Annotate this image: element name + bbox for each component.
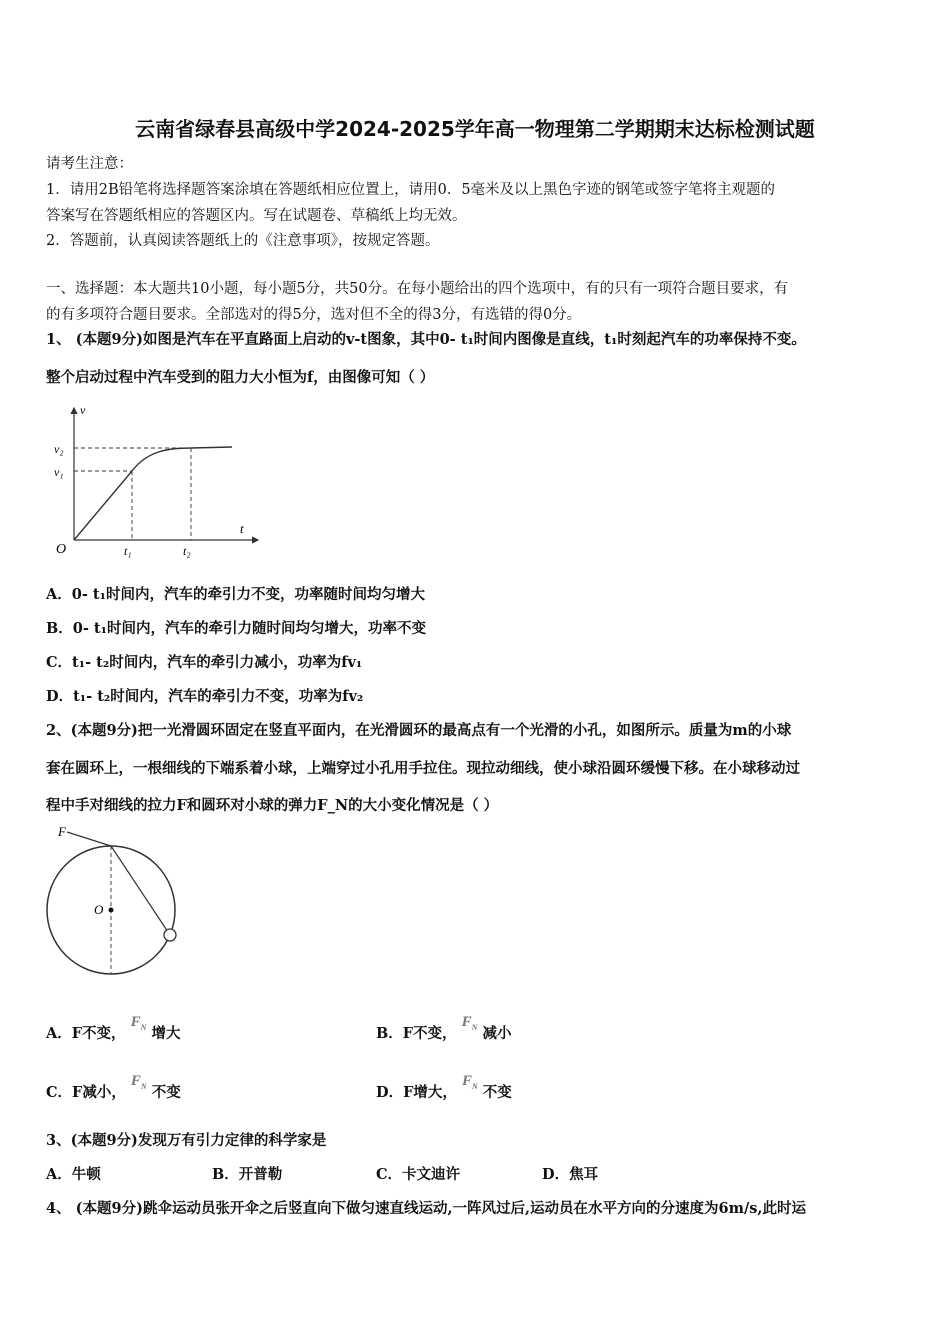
section-intro-2: 的有多项符合题目要求。全部选对的得5分，选对但不全的得3分，有选错的得0分。: [46, 307, 582, 323]
t-label: t: [240, 521, 244, 536]
q3-option-c: C．卡文迪许: [376, 1166, 461, 1183]
notice-item-2: 2．答题前，认真阅读答题纸上的《注意事项》，按规定答题。: [46, 233, 440, 249]
v1-label: v₁: [54, 465, 64, 479]
q1-option-c: C．t₁- t₂时间内，汽车的牵引力减小，功率为fv₁: [46, 654, 363, 671]
q3-option-d: D．焦耳: [542, 1166, 599, 1183]
vt-curve: [74, 447, 232, 540]
q3-option-a: A．牛顿: [46, 1166, 101, 1183]
q2-option-d: D．F增大， $F_N$ 不变: [376, 1073, 512, 1101]
q2-option-b: B．F不变， $F_N$ 减小: [376, 1014, 512, 1042]
origin-label: O: [56, 542, 67, 557]
fn-symbol: $F_N$: [461, 1014, 478, 1032]
q1-stem-1: 1、 (本题9分)如图是汽车在平直路面上启动的v-t图象，其中0- t₁时间内图像是直线，t₁时刻起汽车的功率保持不变。: [46, 331, 806, 348]
notice-heading: 请考生注意：: [46, 156, 133, 172]
force-label: F: [58, 824, 66, 839]
center-dot: [109, 908, 114, 913]
page-title: 云南省绿春县高级中学2024-2025学年高一物理第二学期期末达标检测试题: [135, 117, 815, 141]
t1-label: t₁: [124, 544, 132, 558]
v-label: v: [80, 403, 86, 417]
section-intro-1: 一、选择题：本大题共10小题，每小题5分，共50分。在每小题给出的四个选项中，有的只有一项符合题目要求，有: [46, 281, 789, 297]
fn-symbol: $F_N$: [130, 1073, 147, 1091]
q2-stem-3: 程中手对细线的拉力F和圆环对小球的弹力F_N的大小变化情况是（ ）: [46, 797, 499, 814]
q2-option-a: A．F不变， $F_N$ 增大: [46, 1014, 181, 1042]
t2-label: t₂: [183, 544, 191, 558]
notice-item-1a: 1．请用2B铅笔将选择题答案涂填在答题纸相应位置上，请用0．5毫米及以上黑色字迹的钢笔或签字笔将主观题的: [46, 182, 776, 198]
q1-option-a: A．0- t₁时间内，汽车的牵引力不变，功率随时间均匀增大: [46, 586, 425, 603]
q1-stem-2: 整个启动过程中汽车受到的阻力大小恒为f，由图像可知（ ）: [46, 369, 435, 386]
q4-stem: 4、 (本题9分)跳伞运动员张开伞之后竖直向下做匀速直线运动,一阵风过后,运动员在水平方向的分速度为6m/s,此时运: [46, 1200, 806, 1217]
q1-vt-graph: [50, 398, 265, 560]
v2-label: v₂: [54, 442, 64, 456]
q2-ring-diagram: [40, 822, 190, 982]
q2-stem-1: 2、(本题9分)把一光滑圆环固定在竖直平面内，在光滑圆环的最高点有一个光滑的小孔，如图所示。质量为m的小球: [46, 722, 792, 739]
q3-stem: 3、(本题9分)发现万有引力定律的科学家是: [46, 1132, 327, 1149]
notice-item-1b: 答案写在答题纸相应的答题区内。写在试题卷、草稿纸上均无效。: [46, 208, 467, 224]
q2-stem-2: 套在圆环上，一根细线的下端系着小球，上端穿过小孔用手拉住。现拉动细线，使小球沿圆环缓慢下移。在小球移动过: [46, 760, 800, 777]
q1-option-b: B．0- t₁时间内，汽车的牵引力随时间均匀增大，功率不变: [46, 620, 426, 637]
q2-option-c: C．F减小， $F_N$ 不变: [46, 1073, 181, 1101]
q3-option-b: B．开普勒: [212, 1166, 283, 1183]
fn-symbol: $F_N$: [130, 1014, 147, 1032]
string-line: [111, 846, 170, 935]
pull-line: [67, 832, 111, 846]
center-label: O: [94, 902, 104, 917]
ball: [164, 929, 176, 941]
q1-option-d: D．t₁- t₂时间内，汽车的牵引力不变，功率为fv₂: [46, 688, 364, 705]
fn-symbol: $F_N$: [461, 1073, 478, 1091]
